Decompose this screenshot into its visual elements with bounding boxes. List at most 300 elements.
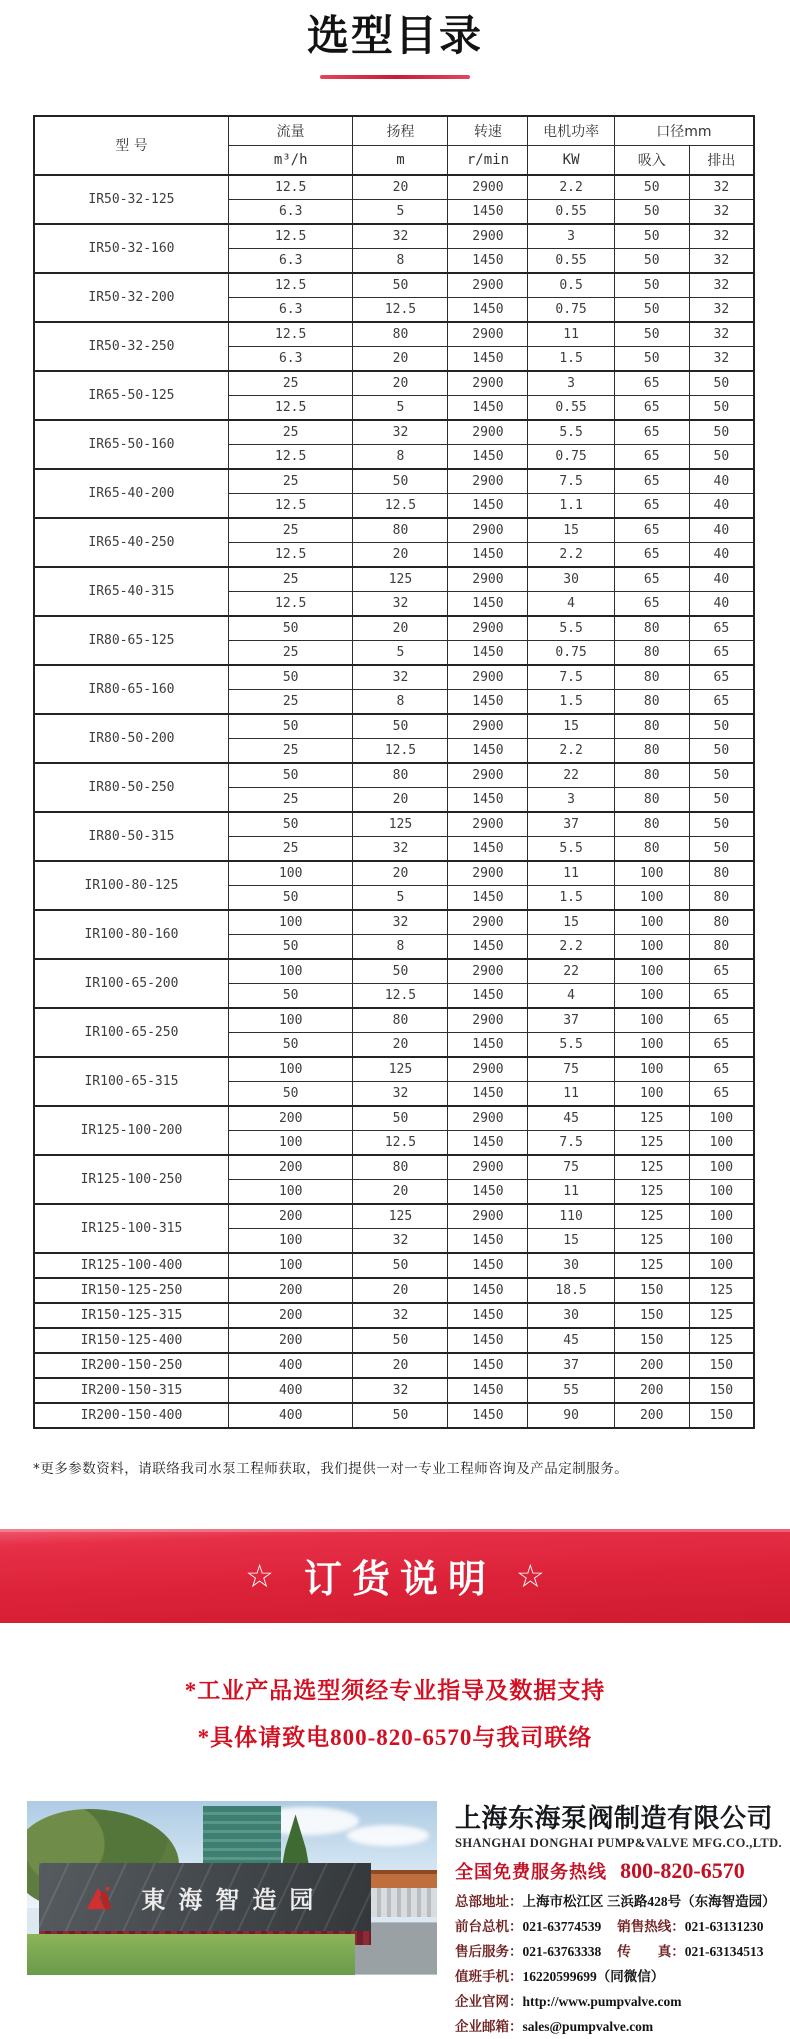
spec-cell: 80: [353, 1008, 448, 1033]
spec-cell: 37: [528, 812, 614, 837]
header-power-unit: KW: [528, 145, 614, 175]
table-row: [34, 959, 754, 984]
spec-cell: 20: [353, 175, 448, 200]
table-row: [34, 714, 754, 739]
spec-cell: 1450: [448, 346, 528, 371]
model-cell: IR100-80-125: [34, 861, 228, 910]
spec-cell: 100: [228, 1179, 353, 1204]
spec-cell: 50: [228, 934, 353, 959]
spec-cell: 7.5: [528, 1130, 614, 1155]
spec-cell: 20: [353, 371, 448, 396]
spec-cell: 65: [689, 959, 754, 984]
spec-cell: 2900: [448, 665, 528, 690]
star-icon-right: ☆: [516, 1560, 545, 1592]
spec-cell: 1450: [448, 1179, 528, 1204]
spec-cell: 75: [528, 1057, 614, 1082]
spec-cell: 5: [353, 885, 448, 910]
spec-cell: 50: [689, 787, 754, 812]
spec-cell: 1450: [448, 493, 528, 518]
contact-label: 售后服务：: [455, 1944, 523, 1959]
company-block: [0, 1801, 790, 2039]
spec-cell: 12.5: [228, 175, 353, 200]
selection-table-head: [34, 116, 754, 175]
spec-cell: 65: [689, 640, 754, 665]
table-row: [34, 1204, 754, 1229]
spec-cell: 2.2: [528, 175, 614, 200]
spec-cell: 32: [353, 224, 448, 249]
contact-line: [455, 1989, 763, 2014]
spec-cell: 65: [689, 689, 754, 714]
spec-cell: 5: [353, 199, 448, 224]
spec-cell: 25: [228, 371, 353, 396]
spec-cell: 12.5: [228, 542, 353, 567]
spec-cell: 50: [614, 322, 689, 347]
spec-cell: 50: [353, 714, 448, 739]
contact-label: 企业官网：: [455, 1994, 523, 2009]
spec-cell: 32: [689, 175, 754, 200]
spec-cell: 2900: [448, 322, 528, 347]
spec-cell: 1450: [448, 689, 528, 714]
spec-cell: 32: [353, 1378, 448, 1403]
spec-cell: 200: [228, 1106, 353, 1131]
spec-cell: 200: [228, 1328, 353, 1353]
model-cell: IR65-40-315: [34, 567, 228, 616]
spec-cell: 200: [614, 1353, 689, 1378]
spec-cell: 150: [614, 1278, 689, 1303]
table-row: [34, 469, 754, 494]
spec-cell: 2900: [448, 1106, 528, 1131]
model-cell: IR65-40-250: [34, 518, 228, 567]
table-row: [34, 322, 754, 347]
photo-lawn: [27, 1934, 355, 1974]
spec-cell: 65: [689, 1008, 754, 1033]
company-name-cn: 上海东海泵阀制造有限公司: [455, 1803, 763, 1836]
model-cell: IR125-100-400: [34, 1253, 228, 1278]
spec-cell: 2900: [448, 371, 528, 396]
selection-table-wrap: [33, 115, 757, 1429]
header-model: 型 号: [34, 116, 228, 175]
table-row: [34, 1057, 754, 1082]
contact-value: 16220599699（同微信）: [523, 1969, 665, 1984]
spec-cell: 1450: [448, 1253, 528, 1278]
contact-line: [455, 2014, 763, 2039]
spec-cell: 2900: [448, 518, 528, 543]
spec-cell: 20: [353, 346, 448, 371]
spec-cell: 150: [689, 1403, 754, 1428]
spec-cell: 100: [614, 959, 689, 984]
spec-cell: 22: [528, 959, 614, 984]
spec-cell: 100: [614, 1032, 689, 1057]
spec-cell: 65: [614, 567, 689, 592]
spec-cell: 1450: [448, 297, 528, 322]
spec-cell: 100: [228, 910, 353, 935]
spec-cell: 50: [228, 983, 353, 1008]
spec-cell: 30: [528, 1303, 614, 1328]
spec-cell: 11: [528, 322, 614, 347]
spec-cell: 200: [228, 1278, 353, 1303]
spec-cell: 25: [228, 836, 353, 861]
spec-cell: 50: [614, 297, 689, 322]
spec-cell: 8: [353, 689, 448, 714]
contact-line: [455, 1964, 763, 1989]
spec-cell: 2900: [448, 812, 528, 837]
spec-cell: 100: [689, 1204, 754, 1229]
spec-cell: 12.5: [228, 493, 353, 518]
spec-cell: 65: [614, 542, 689, 567]
spec-cell: 1450: [448, 1403, 528, 1428]
model-cell: IR50-32-160: [34, 224, 228, 273]
spec-cell: 100: [689, 1253, 754, 1278]
table-row: [34, 567, 754, 592]
spec-cell: 20: [353, 616, 448, 641]
spec-cell: 125: [614, 1106, 689, 1131]
table-row: [34, 224, 754, 249]
spec-cell: 2900: [448, 1008, 528, 1033]
spec-cell: 25: [228, 567, 353, 592]
table-row: [34, 1328, 754, 1353]
contact-label: 前台总机：: [455, 1919, 523, 1934]
spec-cell: 125: [614, 1130, 689, 1155]
contact-label: 传 真：: [617, 1944, 685, 1959]
spec-cell: 5.5: [528, 836, 614, 861]
spec-cell: 20: [353, 1179, 448, 1204]
spec-cell: 80: [614, 689, 689, 714]
spec-cell: 400: [228, 1378, 353, 1403]
spec-cell: 2900: [448, 616, 528, 641]
spec-cell: 80: [353, 1155, 448, 1180]
spec-cell: 2900: [448, 1155, 528, 1180]
spec-cell: 32: [353, 665, 448, 690]
spec-cell: 6.3: [228, 199, 353, 224]
spec-cell: 32: [353, 910, 448, 935]
spec-cell: 2900: [448, 175, 528, 200]
spec-cell: 50: [689, 763, 754, 788]
order-notes: [0, 1667, 790, 1761]
spec-cell: 2900: [448, 861, 528, 886]
spec-cell: 100: [689, 1179, 754, 1204]
spec-cell: 1450: [448, 444, 528, 469]
spec-cell: 125: [353, 1204, 448, 1229]
spec-cell: 40: [689, 591, 754, 616]
order-banner: [0, 1529, 790, 1623]
spec-cell: 30: [528, 1253, 614, 1278]
spec-cell: 15: [528, 518, 614, 543]
spec-cell: 125: [353, 812, 448, 837]
table-row: [34, 1253, 754, 1278]
spec-cell: 25: [228, 518, 353, 543]
hotline-label: 全国免费服务热线: [455, 1862, 607, 1883]
spec-cell: 11: [528, 861, 614, 886]
spec-cell: 100: [614, 934, 689, 959]
table-row: [34, 1378, 754, 1403]
spec-cell: 80: [353, 322, 448, 347]
spec-cell: 1450: [448, 1032, 528, 1057]
spec-cell: 0.55: [528, 395, 614, 420]
spec-cell: 50: [689, 420, 754, 445]
spec-cell: 80: [614, 787, 689, 812]
spec-cell: 1450: [448, 1378, 528, 1403]
table-row: [34, 812, 754, 837]
spec-cell: 12.5: [228, 395, 353, 420]
spec-cell: 1.5: [528, 689, 614, 714]
header-outlet: 排出: [689, 145, 754, 175]
spec-cell: 32: [353, 1303, 448, 1328]
spec-cell: 8: [353, 934, 448, 959]
model-cell: IR100-65-315: [34, 1057, 228, 1106]
spec-cell: 8: [353, 444, 448, 469]
spec-cell: 2900: [448, 469, 528, 494]
spec-cell: 12.5: [228, 444, 353, 469]
spec-cell: 2900: [448, 910, 528, 935]
spec-cell: 125: [353, 567, 448, 592]
spec-cell: 50: [689, 738, 754, 763]
spec-cell: 50: [353, 1403, 448, 1428]
spec-cell: 100: [689, 1155, 754, 1180]
spec-cell: 65: [689, 1032, 754, 1057]
model-cell: IR80-50-250: [34, 763, 228, 812]
spec-cell: 1450: [448, 199, 528, 224]
spec-cell: 80: [614, 738, 689, 763]
contact-link[interactable]: sales@pumpvalve.com: [523, 2019, 654, 2034]
spec-cell: 80: [614, 812, 689, 837]
spec-cell: 0.5: [528, 273, 614, 298]
spec-cell: 125: [689, 1328, 754, 1353]
spec-cell: 45: [528, 1328, 614, 1353]
spec-cell: 65: [689, 665, 754, 690]
spec-cell: 32: [689, 346, 754, 371]
spec-cell: 125: [614, 1179, 689, 1204]
spec-cell: 11: [528, 1081, 614, 1106]
spec-cell: 100: [228, 1130, 353, 1155]
table-row: [34, 1008, 754, 1033]
table-row: [34, 175, 754, 200]
star-icon-left: ☆: [245, 1560, 274, 1592]
spec-cell: 12.5: [353, 738, 448, 763]
contact-label: 总部地址：: [455, 1894, 523, 1909]
spec-cell: 1450: [448, 395, 528, 420]
spec-cell: 2900: [448, 224, 528, 249]
spec-cell: 1450: [448, 1081, 528, 1106]
contact-value: 上海市松江区 三浜路428号（东海智造园）: [523, 1894, 776, 1909]
contact-value: 021-63774539: [523, 1919, 602, 1934]
header-power: 电机功率: [528, 116, 614, 146]
spec-cell: 80: [614, 763, 689, 788]
spec-cell: 32: [353, 591, 448, 616]
spec-cell: 7.5: [528, 665, 614, 690]
spec-cell: 100: [228, 1057, 353, 1082]
spec-cell: 40: [689, 542, 754, 567]
spec-cell: 12.5: [353, 493, 448, 518]
table-row: [34, 518, 754, 543]
spec-cell: 100: [228, 959, 353, 984]
spec-cell: 1450: [448, 934, 528, 959]
model-cell: IR80-65-125: [34, 616, 228, 665]
spec-cell: 37: [528, 1353, 614, 1378]
spec-cell: 75: [528, 1155, 614, 1180]
spec-cell: 12.5: [228, 591, 353, 616]
spec-cell: 100: [614, 1081, 689, 1106]
spec-cell: 65: [614, 493, 689, 518]
spec-cell: 50: [228, 885, 353, 910]
table-row: [34, 910, 754, 935]
model-cell: IR65-50-160: [34, 420, 228, 469]
spec-cell: 80: [614, 714, 689, 739]
spec-cell: 65: [614, 371, 689, 396]
spec-cell: 5: [353, 395, 448, 420]
spec-cell: 200: [228, 1204, 353, 1229]
model-cell: IR65-40-200: [34, 469, 228, 518]
spec-cell: 1450: [448, 1353, 528, 1378]
spec-cell: 20: [353, 1032, 448, 1057]
spec-cell: 100: [614, 861, 689, 886]
spec-cell: 50: [228, 1032, 353, 1057]
table-row: [34, 616, 754, 641]
spec-cell: 50: [614, 248, 689, 273]
spec-cell: 100: [614, 1057, 689, 1082]
spec-cell: 2900: [448, 714, 528, 739]
spec-cell: 50: [228, 714, 353, 739]
spec-cell: 1450: [448, 1278, 528, 1303]
spec-cell: 2.2: [528, 738, 614, 763]
spec-cell: 80: [353, 518, 448, 543]
contact-label: 值班手机：: [455, 1969, 523, 1984]
spec-cell: 65: [614, 444, 689, 469]
table-row: [34, 861, 754, 886]
spec-cell: 50: [614, 199, 689, 224]
spec-cell: 80: [689, 910, 754, 935]
contact-line: [455, 1914, 763, 1939]
spec-cell: 4: [528, 591, 614, 616]
spec-cell: 2900: [448, 420, 528, 445]
spec-cell: 100: [228, 1228, 353, 1253]
spec-cell: 30: [528, 567, 614, 592]
table-row: [34, 420, 754, 445]
spec-cell: 200: [228, 1303, 353, 1328]
spec-cell: 50: [353, 469, 448, 494]
header-speed: 转速: [448, 116, 528, 146]
spec-cell: 1450: [448, 1130, 528, 1155]
model-cell: IR100-65-200: [34, 959, 228, 1008]
spec-cell: 8: [353, 248, 448, 273]
spec-cell: 3: [528, 371, 614, 396]
table-row: [34, 665, 754, 690]
spec-cell: 20: [353, 787, 448, 812]
header-speed-unit: r/min: [448, 145, 528, 175]
spec-cell: 65: [689, 616, 754, 641]
spec-cell: 2900: [448, 273, 528, 298]
spec-cell: 125: [614, 1253, 689, 1278]
spec-cell: 100: [614, 885, 689, 910]
spec-cell: 100: [614, 983, 689, 1008]
spec-cell: 12.5: [353, 297, 448, 322]
spec-cell: 0.75: [528, 640, 614, 665]
header-flow: 流量: [228, 116, 353, 146]
table-row: [34, 1278, 754, 1303]
spec-cell: 1450: [448, 1303, 528, 1328]
spec-cell: 50: [614, 346, 689, 371]
spec-cell: 20: [353, 1278, 448, 1303]
spec-cell: 45: [528, 1106, 614, 1131]
model-cell: IR100-65-250: [34, 1008, 228, 1057]
spec-cell: 25: [228, 689, 353, 714]
spec-cell: 100: [689, 1130, 754, 1155]
spec-cell: 12.5: [353, 983, 448, 1008]
photo-stone-sign: [39, 1863, 371, 1933]
table-row: [34, 1403, 754, 1428]
spec-cell: 32: [353, 1228, 448, 1253]
company-logo-icon: [84, 1883, 114, 1913]
spec-cell: 200: [614, 1378, 689, 1403]
spec-cell: 0.55: [528, 248, 614, 273]
page-title: 选型目录: [0, 10, 790, 63]
company-info: [455, 1801, 763, 2039]
spec-cell: 50: [689, 812, 754, 837]
order-banner-title: 订货说明: [294, 1548, 496, 1603]
spec-cell: 50: [353, 1253, 448, 1278]
spec-cell: 32: [689, 322, 754, 347]
title-divider: [320, 75, 470, 79]
spec-cell: 18.5: [528, 1278, 614, 1303]
spec-cell: 0.75: [528, 297, 614, 322]
spec-cell: 2900: [448, 567, 528, 592]
spec-cell: 5: [353, 640, 448, 665]
spec-cell: 1450: [448, 983, 528, 1008]
contact-value: 021-63131230: [685, 1919, 764, 1934]
spec-cell: 150: [614, 1328, 689, 1353]
spec-cell: 32: [353, 836, 448, 861]
spec-cell: 1450: [448, 885, 528, 910]
spec-cell: 200: [228, 1155, 353, 1180]
spec-cell: 37: [528, 1008, 614, 1033]
spec-cell: 12.5: [353, 1130, 448, 1155]
model-cell: IR50-32-200: [34, 273, 228, 322]
spec-cell: 1450: [448, 787, 528, 812]
spec-cell: 6.3: [228, 248, 353, 273]
table-row: [34, 1303, 754, 1328]
spec-cell: 12.5: [228, 224, 353, 249]
spec-cell: 125: [614, 1155, 689, 1180]
model-cell: IR80-50-315: [34, 812, 228, 861]
spec-cell: 2900: [448, 959, 528, 984]
spec-cell: 65: [689, 1057, 754, 1082]
model-cell: IR65-50-125: [34, 371, 228, 420]
contact-value: 021-63134513: [685, 1944, 764, 1959]
model-cell: IR200-150-315: [34, 1378, 228, 1403]
header-head: 扬程: [353, 116, 448, 146]
spec-cell: 125: [353, 1057, 448, 1082]
spec-cell: 50: [353, 959, 448, 984]
spec-cell: 100: [228, 1253, 353, 1278]
spec-cell: 1450: [448, 738, 528, 763]
spec-cell: 100: [614, 910, 689, 935]
spec-cell: 20: [353, 861, 448, 886]
spec-cell: 7.5: [528, 469, 614, 494]
model-cell: IR80-65-160: [34, 665, 228, 714]
table-row: [34, 1155, 754, 1180]
spec-cell: 1450: [448, 640, 528, 665]
contact-link[interactable]: http://www.pumpvalve.com: [523, 1994, 682, 2009]
spec-cell: 50: [228, 812, 353, 837]
model-cell: IR80-50-200: [34, 714, 228, 763]
spec-cell: 100: [614, 1008, 689, 1033]
spec-cell: 3: [528, 224, 614, 249]
spec-cell: 32: [689, 297, 754, 322]
spec-cell: 40: [689, 518, 754, 543]
spec-cell: 65: [614, 591, 689, 616]
spec-cell: 100: [689, 1106, 754, 1131]
model-cell: IR125-100-200: [34, 1106, 228, 1155]
spec-cell: 6.3: [228, 346, 353, 371]
